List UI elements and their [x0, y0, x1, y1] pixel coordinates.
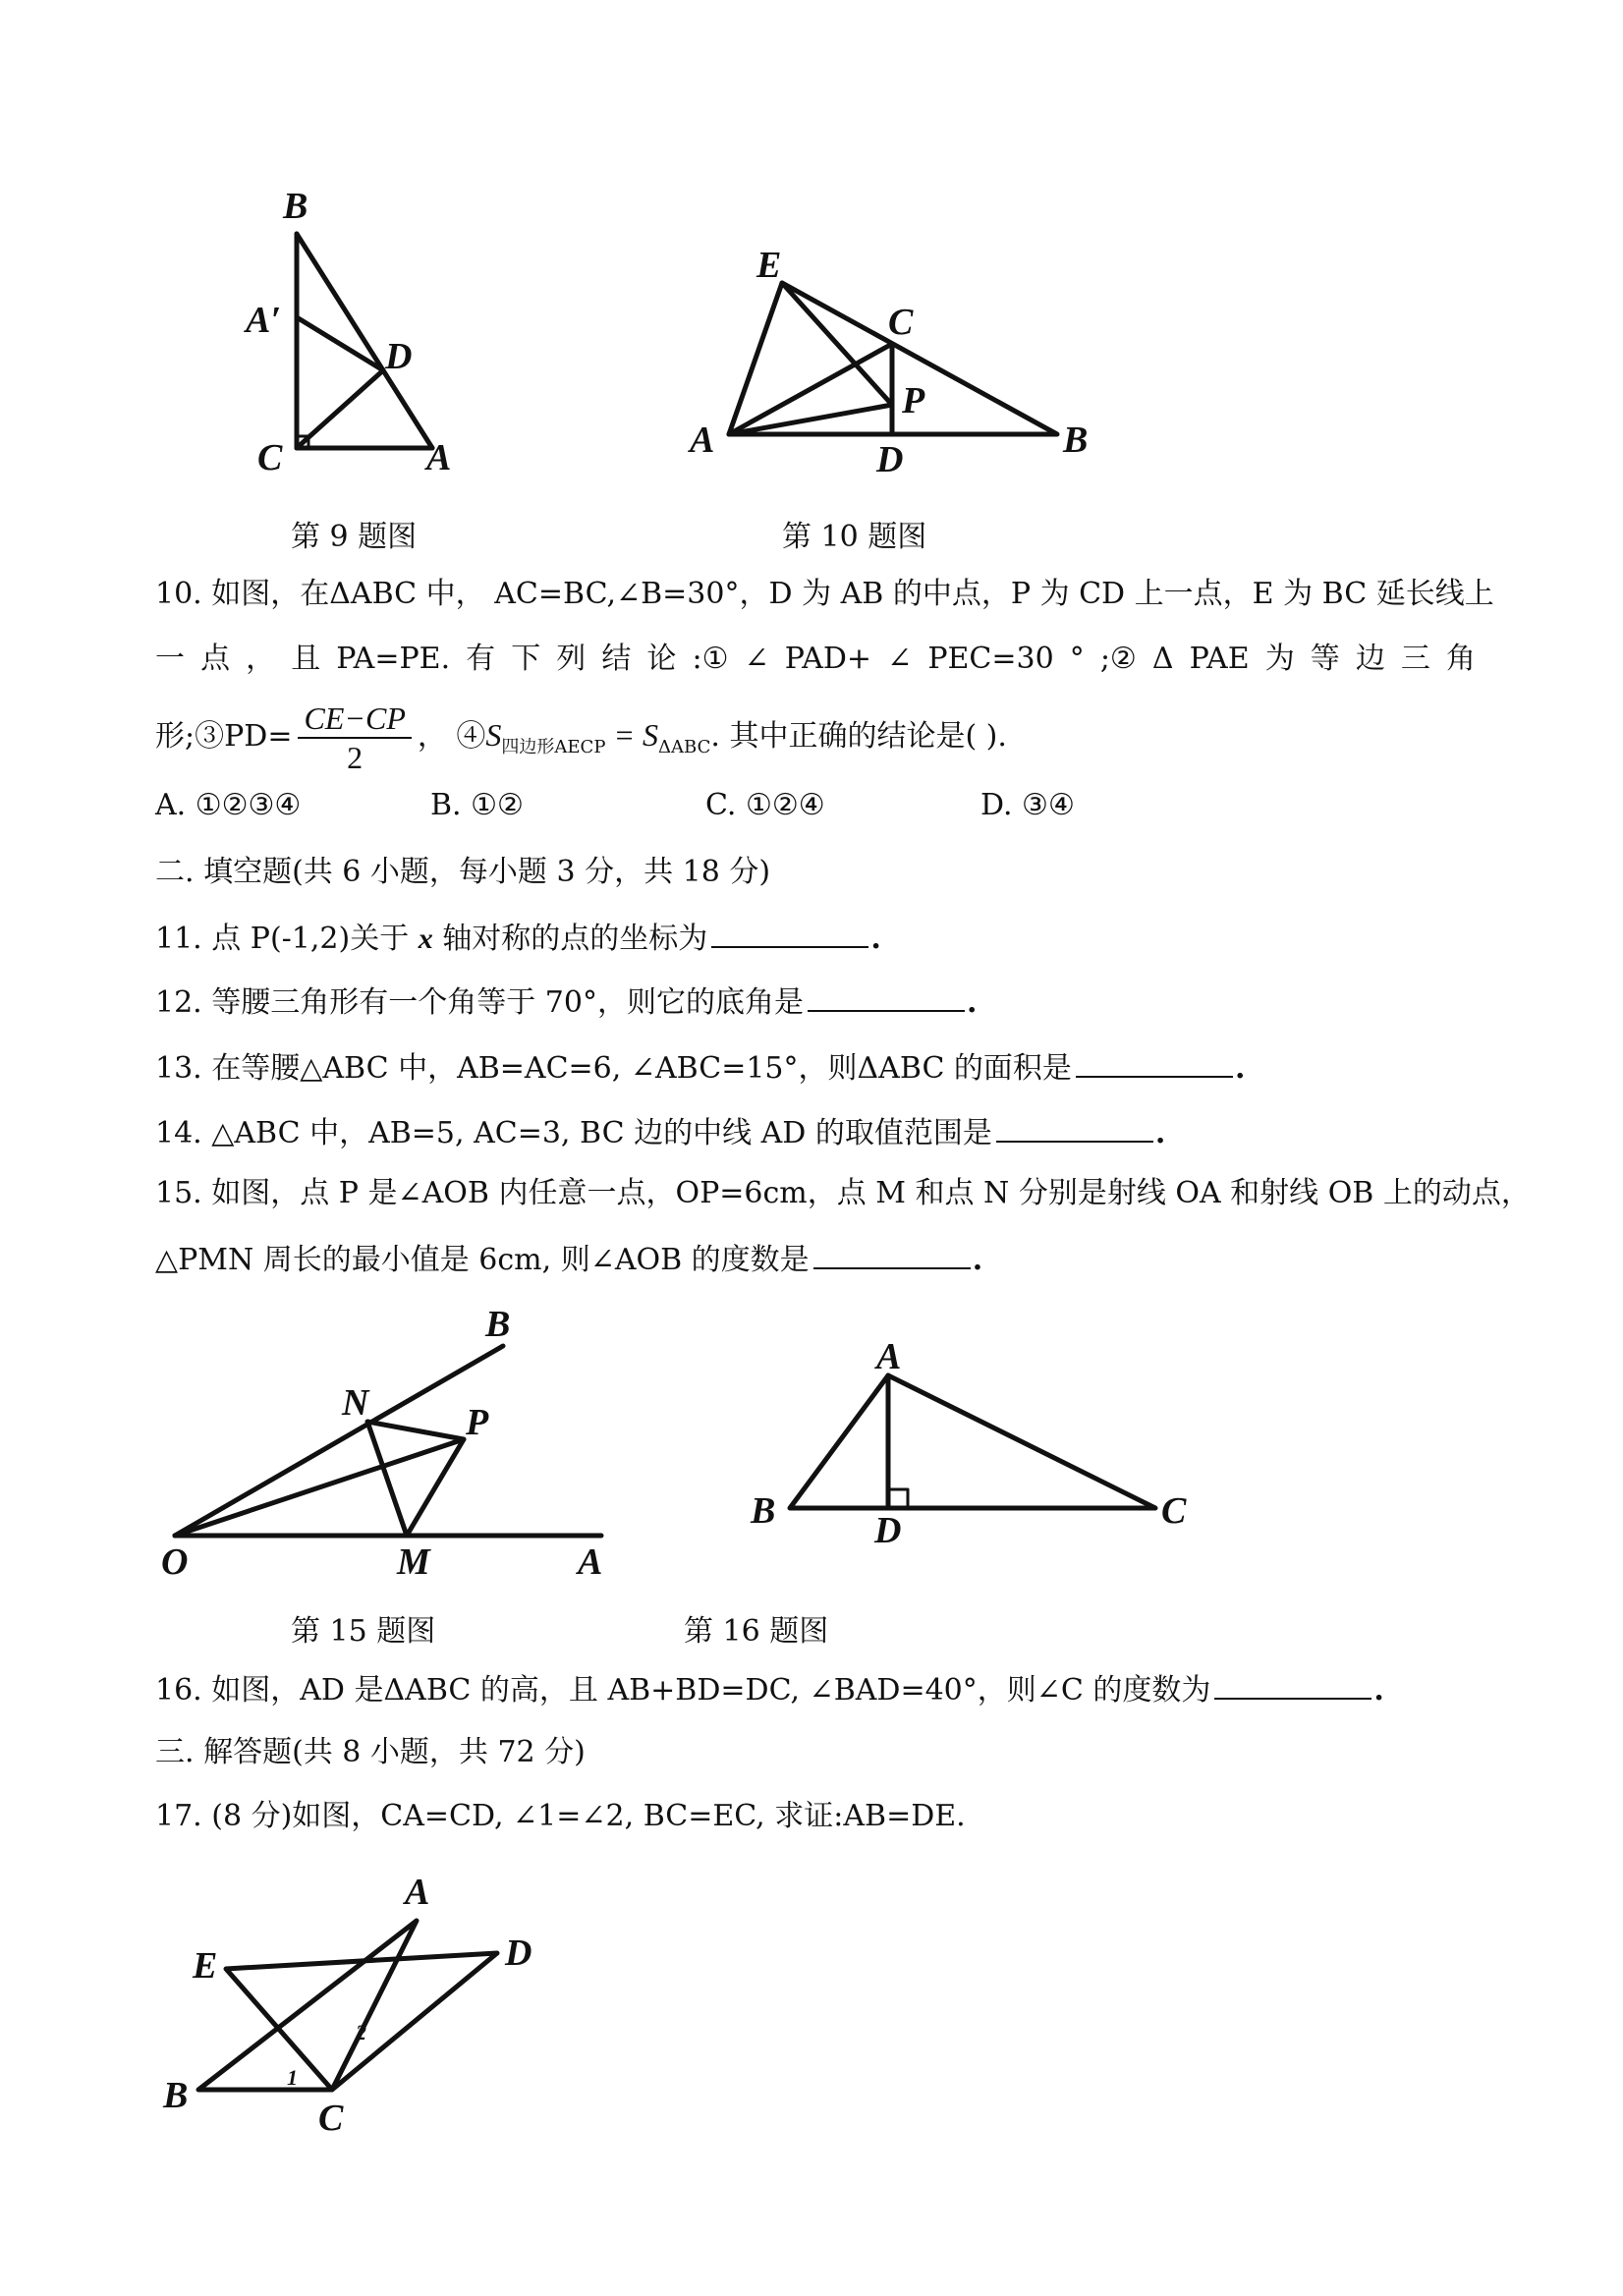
fig10-label-P: P	[902, 380, 925, 421]
q10-option-b: B. ①②	[430, 788, 524, 822]
q15-answer-blank[interactable]	[813, 1238, 971, 1269]
q10-word: 且	[291, 642, 321, 676]
q11-answer-blank[interactable]	[711, 917, 868, 948]
q14-period: .	[1154, 1116, 1166, 1150]
q12	[155, 980, 977, 1023]
q10-word: ;②	[1099, 642, 1137, 676]
q16-answer-blank[interactable]	[1214, 1668, 1371, 1700]
q11-text-pre: 11. 点 P(-1,2)关于	[155, 922, 419, 956]
figure-15	[157, 1297, 619, 1592]
fig17-label-B: B	[163, 2075, 189, 2116]
q10-line2	[155, 640, 1476, 679]
q14-answer-blank[interactable]	[996, 1111, 1153, 1143]
fig9-label-C: C	[257, 437, 283, 478]
q16-text: 16. 如图，AD 是ΔABC 的高，且 AB+BD=DC, ∠BAD=40°，则∠C 的度数为	[155, 1673, 1211, 1708]
fig9-label-A: A	[426, 437, 452, 478]
fig16-label-A: A	[876, 1336, 902, 1377]
q10-word: PEC=30	[927, 642, 1054, 676]
fig15-label-A: A	[578, 1541, 603, 1583]
q13-period: .	[1234, 1051, 1246, 1086]
fig16-label-C: C	[1161, 1490, 1187, 1532]
q10-area-subscript: 四边形AECP	[501, 737, 606, 757]
fig10-label-C: C	[888, 302, 914, 343]
q15-period: .	[972, 1243, 983, 1277]
figure-9-caption: 第 9 题图	[291, 520, 418, 554]
q10-word: °	[1069, 642, 1085, 676]
q10-word: 有	[466, 642, 496, 676]
figure-10-caption: 第 10 题图	[782, 520, 927, 554]
figure-17-diagram	[157, 1862, 550, 2147]
q14-text: 14. △ABC 中，AB=5, AC=3, BC 边的中线 AD 的取值范围是	[155, 1116, 992, 1150]
q10-word: PAD+	[784, 642, 872, 676]
q10-area-symbol: S	[485, 717, 502, 753]
q17: 17. (8 分)如图，CA=CD, ∠1=∠2, BC=EC, 求证:AB=DE.	[155, 1799, 966, 1833]
fig9-label-B: B	[283, 186, 308, 227]
q10-word: PAE	[1189, 642, 1250, 676]
q15-text: △PMN 周长的最小值是 6cm, 则∠AOB 的度数是	[155, 1243, 810, 1277]
fig17-angle-1: 1	[287, 2065, 298, 2090]
fig15-label-P: P	[466, 1402, 489, 1443]
q10-line3-mid: ， ④	[417, 719, 486, 754]
q15-line1: 15. 如图，点 P 是∠AOB 内任意一点，OP=6cm，点 M 和点 N 分别是射线 OA 和射线 OB 上的动点，	[155, 1176, 1531, 1210]
q10-word: PA=PE.	[336, 642, 451, 676]
fig17-label-C: C	[318, 2098, 344, 2139]
fig17-label-E: E	[193, 1945, 218, 1987]
q10-fraction	[298, 700, 411, 776]
figure-16-caption: 第 16 题图	[684, 1614, 829, 1649]
fig10-label-D: D	[876, 439, 904, 480]
q10-option-c: C. ①②④	[705, 788, 825, 822]
fig17-label-D: D	[505, 1932, 532, 1974]
q10-word: 为	[1264, 642, 1295, 676]
figure-17	[157, 1862, 550, 2147]
q10-word: 列	[556, 642, 587, 676]
fig15-label-M: M	[397, 1541, 430, 1583]
q10-word: 结	[601, 642, 632, 676]
q10-word: 论	[646, 642, 677, 676]
fig10-label-A: A	[690, 420, 715, 461]
figure-16	[747, 1331, 1199, 1557]
fig9-label-D: D	[385, 336, 413, 377]
q10-option-d: D. ③④	[980, 788, 1075, 822]
figure-10-diagram	[688, 236, 1100, 481]
q10-fraction-denominator: 2	[347, 740, 364, 775]
q10-fraction-numerator: CE−CP	[298, 700, 411, 739]
q10-line3	[155, 696, 1007, 774]
q10-word: 一	[155, 642, 185, 676]
q16-period: .	[1373, 1673, 1384, 1708]
q15-line2	[155, 1238, 982, 1280]
fig15-label-N: N	[342, 1382, 369, 1424]
q11	[155, 917, 881, 959]
q10-word: 下	[511, 642, 541, 676]
section-2-heading: 二. 填空题(共 6 小题，每小题 3 分，共 18 分)	[155, 855, 771, 889]
q11-text-post: 轴对称的点的坐标为	[432, 922, 708, 956]
q10-word: 点	[200, 642, 231, 676]
q12-period: .	[966, 985, 978, 1020]
q11-variable: x	[418, 923, 433, 955]
q10-area-symbol-2: S	[643, 717, 659, 753]
q10-word: 等	[1310, 642, 1340, 676]
q16	[155, 1668, 1384, 1710]
figure-16-diagram	[747, 1331, 1199, 1557]
q10-options	[155, 786, 1256, 825]
figure-9-diagram	[236, 177, 491, 481]
fig16-label-D: D	[874, 1510, 902, 1551]
q12-text: 12. 等腰三角形有一个角等于 70°，则它的底角是	[155, 985, 804, 1020]
q13	[155, 1046, 1245, 1089]
q10-word: 边	[1355, 642, 1385, 676]
q10-word: ，	[246, 642, 276, 676]
q10-line3-post: . 其中正确的结论是( ).	[710, 719, 1007, 754]
q10-option-a: A. ①②③④	[155, 788, 302, 822]
fig15-label-B: B	[485, 1304, 511, 1345]
q10-equals: =	[605, 717, 644, 753]
section-3-heading: 三. 解答题(共 8 小题，共 72 分)	[155, 1735, 586, 1769]
q13-text: 13. 在等腰△ABC 中，AB=AC=6, ∠ABC=15°，则ΔABC 的面积是	[155, 1051, 1072, 1086]
q11-period: .	[870, 922, 881, 956]
q10-line3-pre: 形;③PD=	[155, 719, 293, 754]
fig10-label-E: E	[756, 245, 782, 286]
q10-word: 三	[1400, 642, 1430, 676]
figure-10	[688, 236, 1100, 481]
figure-15-diagram	[157, 1297, 619, 1592]
fig17-label-A: A	[405, 1872, 430, 1913]
fig16-label-B: B	[751, 1490, 776, 1532]
q10-word: :①	[692, 642, 729, 676]
q10-area-subscript-2: ΔABC	[658, 737, 711, 757]
q10-word: ∠	[744, 642, 769, 676]
figure-15-caption: 第 15 题图	[291, 1614, 436, 1649]
q10-word: Δ	[1151, 642, 1174, 676]
fig15-label-O: O	[161, 1541, 189, 1583]
q10-word: 角	[1445, 642, 1476, 676]
q10-word: ∠	[887, 642, 913, 676]
figure-9	[236, 177, 491, 481]
q14	[155, 1111, 1165, 1153]
fig9-label-A-prime: A′	[246, 300, 282, 341]
q10-line1: 10. 如图，在ΔABC 中， AC=BC,∠B=30°，D 为 AB 的中点，P 为 CD 上一点，E 为 BC 延长线上	[155, 577, 1494, 611]
q12-answer-blank[interactable]	[808, 980, 965, 1012]
fig17-angle-2: 2	[356, 2020, 366, 2044]
fig10-label-B: B	[1063, 420, 1089, 461]
q13-answer-blank[interactable]	[1076, 1046, 1233, 1078]
